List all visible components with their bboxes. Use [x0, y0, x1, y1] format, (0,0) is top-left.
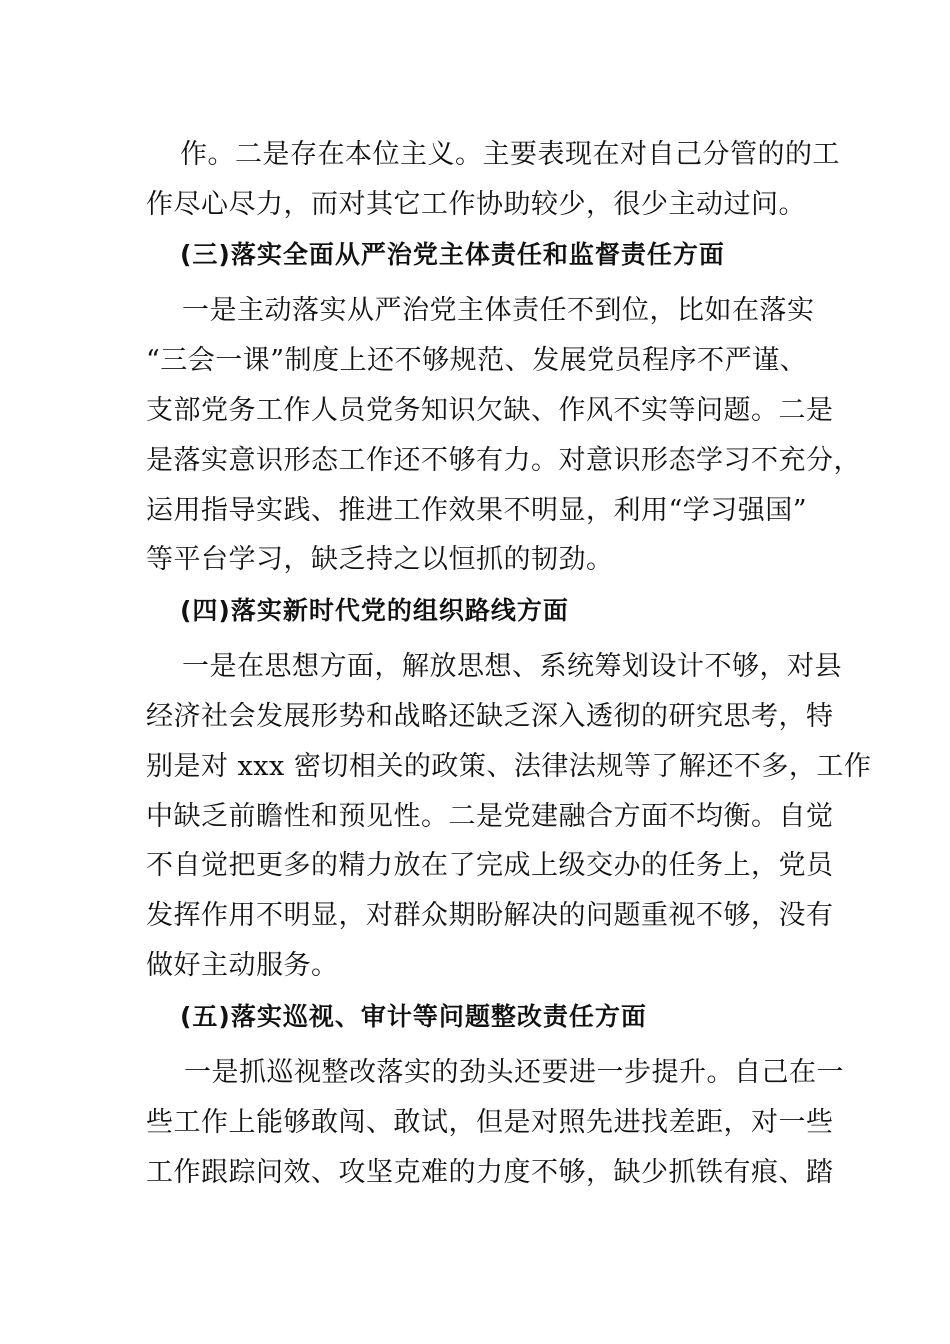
- paragraph-line: 支部党务工作人员党务知识欠缺、作风不实等问题。二是: [146, 395, 834, 426]
- paragraph-line: 一是在思想方面，解放思想、系统筹划设计不够，对县: [182, 651, 842, 682]
- paragraph-line: 做好主动服务。: [146, 950, 339, 981]
- paragraph-line: 作尽心尽力，而对其它工作协助较少，很少主动过问。: [146, 189, 806, 220]
- paragraph-line: 等平台学习，缺乏持之以恒抓的韧劲。: [146, 544, 614, 575]
- paragraph-line: 不自觉把更多的精力放在了完成上级交办的任务上，党员: [146, 850, 834, 881]
- section-heading-5: (五)落实巡视、审计等问题整改责任方面: [180, 1002, 647, 1031]
- paragraph-line: 发挥作用不明显，对群众期盼解决的问题重视不够，没有: [146, 900, 834, 931]
- paragraph-line: 运用指导实践、推进工作效果不明显，利用“学习强国”: [146, 495, 808, 526]
- paragraph-line: 经济社会发展形势和战略还缺乏深入透彻的研究思考，特: [146, 701, 834, 732]
- paragraph-line: 些工作上能够敢闯、敢试，但是对照先进找差距，对一些: [146, 1107, 834, 1138]
- paragraph-line: 作。二是存在本位主义。主要表现在对自己分管的的工: [180, 139, 840, 170]
- paragraph-line: 一是抓巡视整改落实的劲头还要进一步提升。自己在一: [184, 1057, 844, 1088]
- paragraph-line: 中缺乏前瞻性和预见性。二是党建融合方面不均衡。自觉: [146, 801, 834, 832]
- paragraph-line: “三会一课”制度上还不够规范、发展党员程序不严谨、: [146, 345, 808, 376]
- section-heading-3: (三)落实全面从严治党主体责任和监督责任方面: [180, 240, 725, 269]
- section-heading-4: (四)落实新时代党的组织路线方面: [180, 596, 569, 625]
- paragraph-line: 工作跟踪问效、攻坚克难的力度不够，缺少抓铁有痕、踏: [146, 1157, 834, 1188]
- paragraph-line: 是落实意识形态工作还不够有力。对意识形态学习不充分，: [146, 445, 861, 476]
- paragraph-line: 别是对 xxx 密切相关的政策、法律法规等了解还不多，工作: [146, 751, 872, 782]
- paragraph-line: 一是主动落实从严治党主体责任不到位，比如在落实: [182, 295, 815, 326]
